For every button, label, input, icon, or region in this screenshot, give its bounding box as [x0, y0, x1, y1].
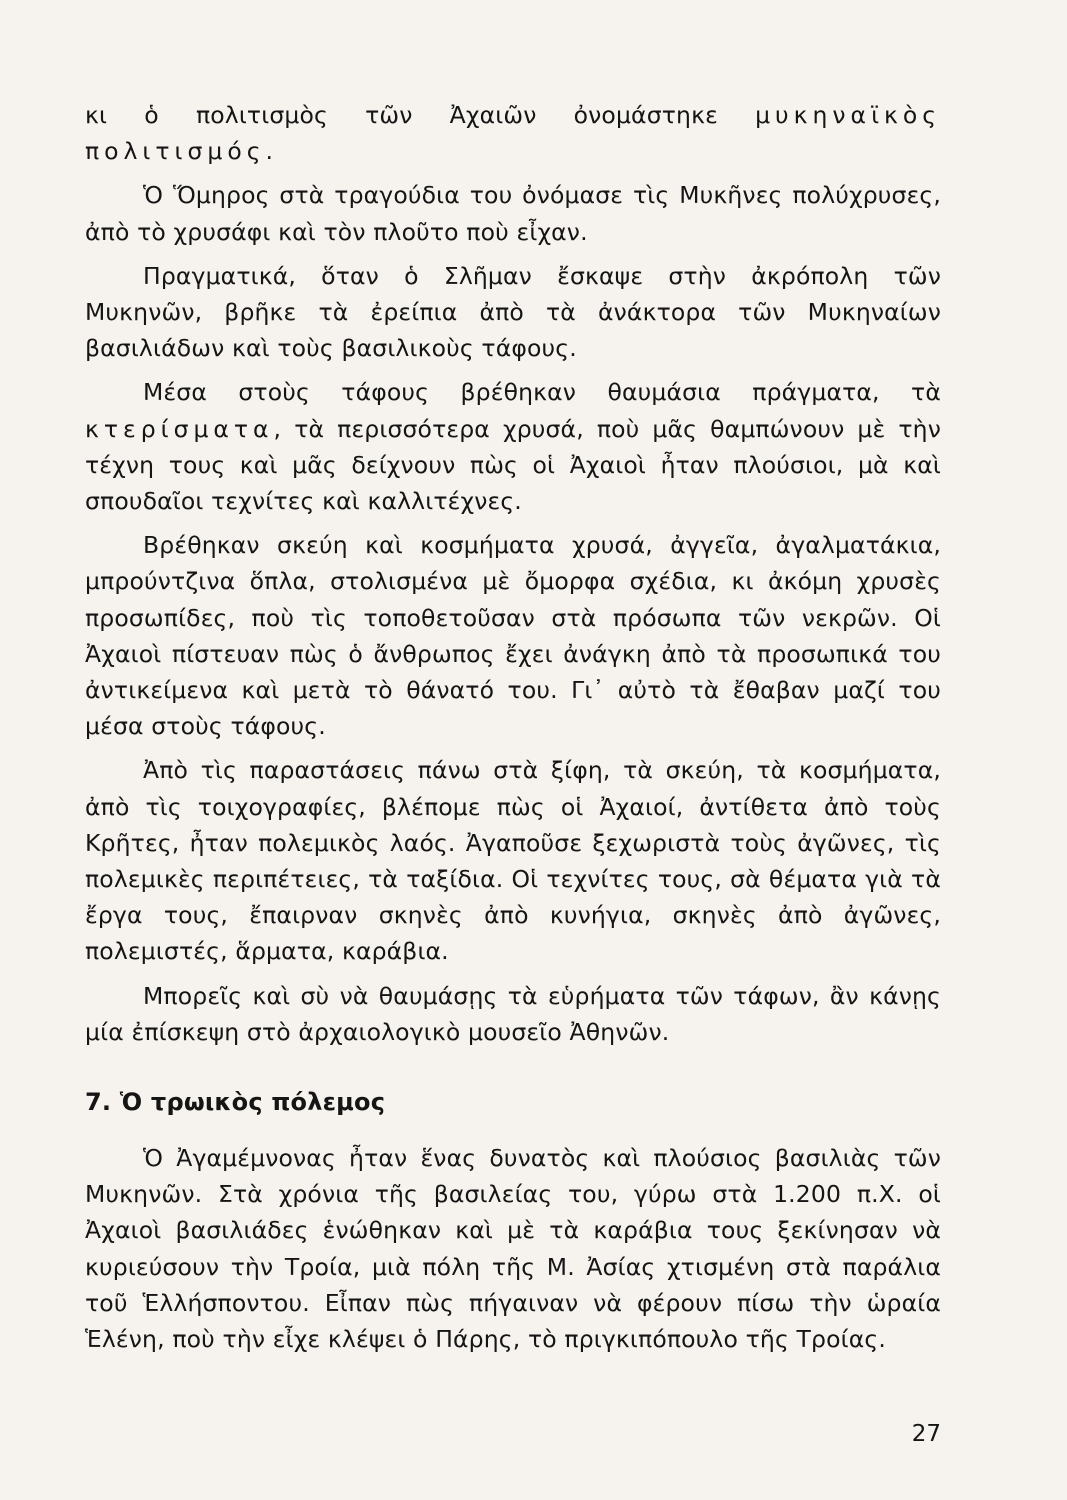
paragraph-6: Ἀπὸ τὶς παραστάσεις πάνω στὰ ξίφη, τὰ σκεύη, τὰ κοσμήματα, ἀπὸ τὶς τοιχογραφίες, βλέπομε πὼς οἱ Ἀχαιοί, ἀντίθετα ἀπὸ τοὺς Κρῆτες, ἦταν πολεμικὸς λαός. Ἀγαποῦσε ξεχωριστὰ τοὺς ἀγῶνες, τὶς πολεμικὲς περιπέτειες, τὰ ταξίδια. Οἱ τεχνίτες τους, σὰ θέματα γιὰ τὰ ἔργα τους, ἔπαιρναν σκηνὲς ἀπὸ κυνήγια, σκηνὲς ἀπὸ ἀγῶνες, πολεμιστές, ἅρματα, καράβια. — [85, 756, 941, 966]
paragraph-1-text: κι ὁ πολιτισμὸς τῶν Ἀχαιῶν ὀνομάστηκε — [85, 101, 756, 129]
paragraph-7: Μπορεῖς καὶ σὺ νὰ θαυμάσῃς τὰ εὑρήματα τῶν τάφων, ἂν κάνῃς μία ἐπίσκεψη στὸ ἀρχαιολογικὸ μουσεῖο Ἀθηνῶν. — [85, 981, 941, 1046]
page-content — [85, 97, 941, 1365]
section-heading: 7. Ὁ τρωικὸς πόλεμος — [85, 1088, 386, 1117]
paragraph-1-end: . — [265, 137, 274, 166]
paragraph-2: Ὁ Ὅμηρος στὰ τραγούδια του ὀνόμασε τὶς Μυκῆνες πολύχρυσες, ἀπὸ τὸ χρυσάφι καὶ τὸν πλοῦτο ποὺ εἶχαν. — [85, 181, 941, 246]
paragraph-4 — [85, 374, 941, 519]
paragraph-4-start: Μέσα στοὺς τάφους βρέθηκαν θαυμάσια πράγματα, τὰ — [143, 378, 941, 407]
paragraph-4-end: , τὰ περισσότερα χρυσά, ποὺ μᾶς θαμπώνουν μὲ τὴν τέχνη τους καὶ μᾶς δείχνουν πὼς οἱ Ἀχαιοὶ ἦταν πλούσιοι, μὰ καὶ σπουδαῖοι τεχνίτες καὶ καλλιτέχνες. — [85, 414, 941, 516]
paragraph-1 — [85, 97, 941, 169]
paragraph-3: Πραγματικά, ὅταν ὁ Σλῆμαν ἔσκαψε στὴν ἀκρόπολη τῶν Μυκηνῶν, βρῆκε τὰ ἐρείπια ἀπὸ τὰ ἀνάκτορα τῶν Μυκηναίων βασιλιάδων καὶ τοὺς βασιλικοὺς τάφους. — [85, 261, 941, 363]
paragraph-5: Βρέθηκαν σκεύη καὶ κοσμήματα χρυσά, ἀγγεῖα, ἀγαλματάκια, μπρούντζινα ὅπλα, στολισμένα μὲ ὄμορφα σχέδια, κι ἀκόμη χρυσὲς προσωπίδες, ποὺ τὶς τοποθετοῦσαν στὰ πρόσωπα τῶν νεκρῶν. Οἱ Ἀχαιοὶ πίστευαν πὼς ὁ ἄνθρωπος ἔχει ἀνάγκη ἀπὸ τὰ προσωπικά του ἀντικείμενα καὶ μετὰ τὸ θάνατό του. Γι᾽ αὐτὸ τὰ ἔθαβαν μαζί του μέσα στοὺς τάφους. — [85, 531, 941, 741]
section-paragraph-1: Ὁ Ἀγαμέμνονας ἦταν ἕνας δυνατὸς καὶ πλούσιος βασιλιὰς τῶν Μυκηνῶν. Στὰ χρόνια τῆς βασιλείας του, γύρω στὰ 1.200 π.Χ. οἱ Ἀχαιοὶ βασιλιάδες ἑνώθηκαν καὶ μὲ τὰ καράβια τους ξεκίνησαν νὰ κυριεύσουν τὴν Τροία, μιὰ πόλη τῆς Μ. Ἀσίας χτισμένη στὰ παράλια τοῦ Ἑλλήσποντου. Εἶπαν πὼς πήγαιναν νὰ φέρουν πίσω τὴν ὡραία Ἑλένη, ποὺ τὴν εἶχε κλέψει ὁ Πάρης, τὸ πριγκιπόπουλο τῆς Τροίας. — [85, 1144, 941, 1354]
emphasized-term-mycenaean-civilization: μυκηναϊκὸς πολιτισμός — [85, 101, 941, 166]
emphasized-term-grave-goods: κτερίσματα — [85, 414, 274, 443]
page-number: 27 — [911, 1421, 941, 1447]
